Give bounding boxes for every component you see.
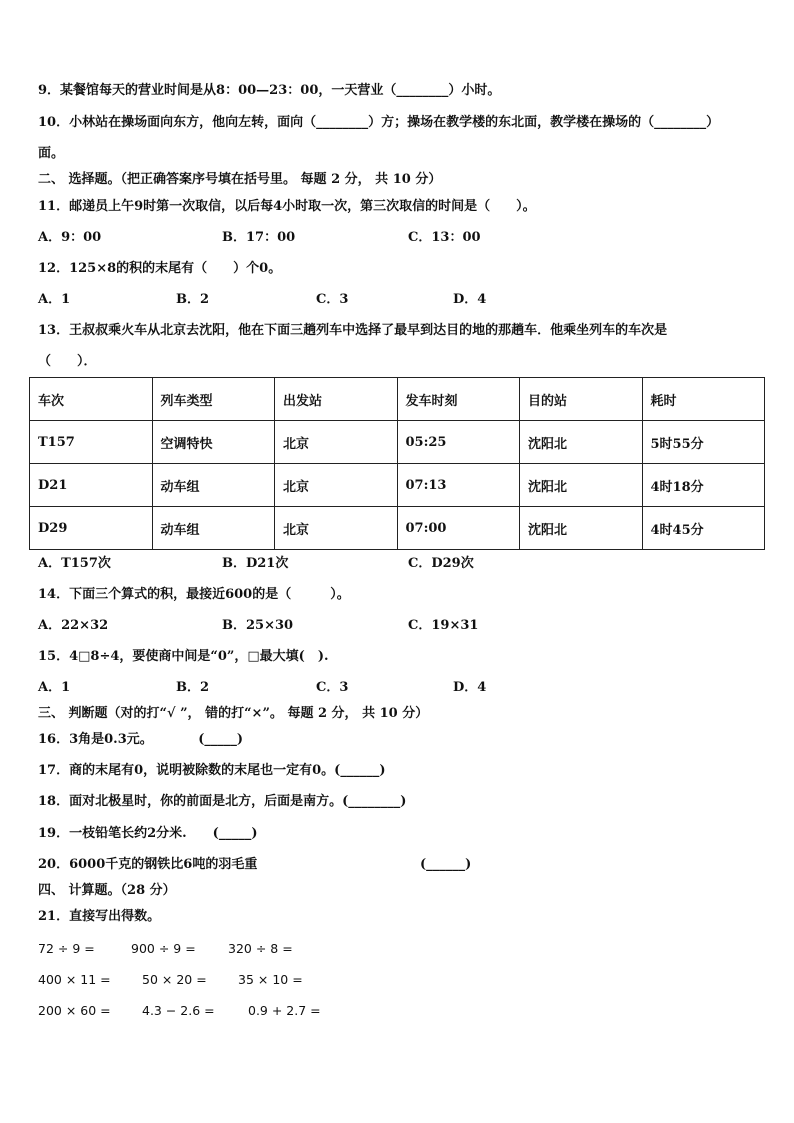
q13-option-b: B．D21次 <box>222 556 289 571</box>
question-12: 12．125×8的积的末尾有（ ）个0。 <box>38 261 282 276</box>
q12-option-a: A．1 <box>38 292 71 307</box>
question-19: 19．一枝铅笔长约2分米. (_____) <box>38 826 258 841</box>
table-row <box>30 421 765 464</box>
calc-item: 72 ÷ 9 = <box>38 941 95 956</box>
question-10-line1: 10．小林站在操场面向东方，他向左转，面向（________）方；操场在教学楼的东北面，教学楼在操场的（________） <box>38 115 720 130</box>
question-10-line2: 面。 <box>38 146 65 161</box>
table-cell: D29 <box>30 507 153 550</box>
table-cell: 空调特快 <box>152 421 275 464</box>
question-11: 11．邮递员上午9时第一次取信，以后每4小时取一次，第三次取信的时间是（ ）。 <box>38 199 536 214</box>
question-13-line1: 13．王叔叔乘火车从北京去沈阳，他在下面三趟列车中选择了最早到达目的地的那趟车．他乘坐列车的车次是 <box>38 323 668 338</box>
table-cell: 北京 <box>275 421 398 464</box>
q11-option-c: C．13：00 <box>408 230 481 245</box>
table-cell: 沈阳北 <box>520 421 643 464</box>
question-14: 14．下面三个算式的积，最接近600的是（ ）。 <box>38 587 350 602</box>
table-cell: D21 <box>30 464 153 507</box>
calc-item: 900 ÷ 9 = <box>131 941 196 956</box>
table-cell: T157 <box>30 421 153 464</box>
table-cell: 4时18分 <box>642 464 765 507</box>
q12-option-d: D．4 <box>453 292 487 307</box>
section-3-heading: 三、 判断题（对的打“√ ”， 错的打“×”。 每题 2 分， 共 10 分） <box>38 706 429 721</box>
table-cell: 05:25 <box>397 421 520 464</box>
q11-option-a: A．9：00 <box>38 230 102 245</box>
train-schedule-table <box>29 377 765 550</box>
table-cell: 动车组 <box>152 464 275 507</box>
calc-item: 400 × 11 = <box>38 972 111 987</box>
q15-option-c: C．3 <box>316 680 349 695</box>
question-15: 15．4□8÷4，要使商中间是“0”，□最大填( ). <box>38 649 329 664</box>
table-cell: 北京 <box>275 464 398 507</box>
q15-option-b: B．2 <box>176 680 210 695</box>
calc-item: 0.9 + 2.7 = <box>248 1003 321 1018</box>
table-cell: 5时55分 <box>642 421 765 464</box>
q13-option-c: C．D29次 <box>408 556 474 571</box>
q13-option-a: A．T157次 <box>38 556 111 571</box>
table-row <box>30 464 765 507</box>
question-20-blank: (______) <box>420 857 472 872</box>
table-row <box>30 507 765 550</box>
question-17: 17．商的末尾有0，说明被除数的末尾也一定有0。(______) <box>38 763 386 778</box>
question-16: 16．3角是0.3元。 (_____) <box>38 732 244 747</box>
calc-item: 50 × 20 = <box>142 972 207 987</box>
calc-item: 4.3 − 2.6 = <box>142 1003 215 1018</box>
header-cell: 目的站 <box>520 378 643 421</box>
calc-item: 320 ÷ 8 = <box>228 941 293 956</box>
table-header-row <box>30 378 765 421</box>
q15-option-a: A．1 <box>38 680 71 695</box>
table-cell: 07:00 <box>397 507 520 550</box>
table-cell: 沈阳北 <box>520 507 643 550</box>
section-2-heading: 二、 选择题。（把正确答案序号填在括号里。 每题 2 分， 共 10 分） <box>38 172 442 187</box>
calc-item: 35 × 10 = <box>238 972 303 987</box>
header-cell: 列车类型 <box>152 378 275 421</box>
table-cell: 北京 <box>275 507 398 550</box>
question-13-line2: （ ）． <box>38 354 97 369</box>
q11-option-b: B．17：00 <box>222 230 296 245</box>
table-cell: 沈阳北 <box>520 464 643 507</box>
question-20: 20．6000千克的钢铁比6吨的羽毛重 <box>38 857 258 872</box>
header-cell: 耗时 <box>642 378 765 421</box>
q14-option-b: B．25×30 <box>222 618 294 633</box>
q14-option-a: A．22×32 <box>38 618 109 633</box>
question-18: 18．面对北极星时，你的前面是北方，后面是南方。(________) <box>38 794 407 809</box>
table-cell: 动车组 <box>152 507 275 550</box>
question-21: 21．直接写出得数。 <box>38 909 161 924</box>
calc-item: 200 × 60 = <box>38 1003 111 1018</box>
question-9: 9．某餐馆每天的营业时间是从8：00—23：00，一天营业（________）小时。 <box>38 83 501 98</box>
q15-option-d: D．4 <box>453 680 487 695</box>
section-4-heading: 四、 计算题。（28 分） <box>38 883 176 898</box>
header-cell: 发车时刻 <box>397 378 520 421</box>
table-cell: 4时45分 <box>642 507 765 550</box>
q12-option-c: C．3 <box>316 292 349 307</box>
q14-option-c: C．19×31 <box>408 618 479 633</box>
q12-option-b: B．2 <box>176 292 210 307</box>
header-cell: 出发站 <box>275 378 398 421</box>
table-cell: 07:13 <box>397 464 520 507</box>
header-cell: 车次 <box>30 378 153 421</box>
